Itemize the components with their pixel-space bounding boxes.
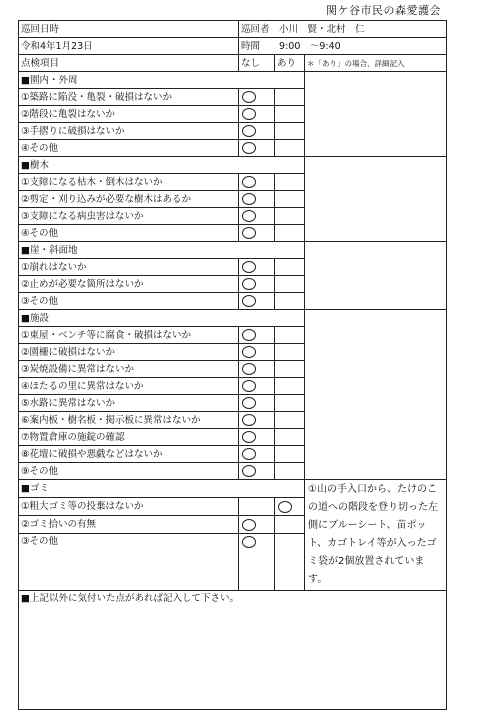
checkbox-none-circle[interactable] <box>242 414 256 426</box>
checklist-item-label: ③支障になる病虫害はないか <box>19 208 239 225</box>
section-header-row <box>19 480 447 498</box>
yes-cell[interactable] <box>275 327 305 344</box>
yes-cell[interactable] <box>275 259 305 276</box>
checkbox-none-circle[interactable] <box>242 465 256 477</box>
none-cell[interactable] <box>239 344 275 361</box>
checkbox-none-circle[interactable] <box>242 363 256 375</box>
none-cell[interactable] <box>239 412 275 429</box>
none-cell[interactable] <box>239 463 275 480</box>
checklist-item-label: ①築路に陥没・亀裂・破損はないか <box>19 89 239 106</box>
checklist-item-label: ②ゴミ拾いの有無 <box>19 516 239 534</box>
section-header-row <box>19 242 447 259</box>
checkbox-none-circle[interactable] <box>242 536 256 548</box>
yes-cell[interactable] <box>275 534 305 591</box>
none-cell[interactable] <box>239 208 275 225</box>
info-row-1 <box>19 21 447 38</box>
section-note-cell[interactable] <box>305 157 447 242</box>
checkbox-none-circle[interactable] <box>242 448 256 460</box>
checkbox-none-circle[interactable] <box>242 210 256 222</box>
checklist-item-label: ③手摺りに破損はないか <box>19 123 239 140</box>
checklist-item-label: ⑤水路に異常はないか <box>19 395 239 412</box>
date-value: 令和4年1月23日 <box>19 38 239 55</box>
col-yes: あり <box>275 55 305 72</box>
other-notes-row <box>19 591 447 710</box>
col-note: ＊「あり」の場合、詳細記入 <box>305 55 447 72</box>
none-cell[interactable] <box>239 225 275 242</box>
section-title: ■樹木 <box>19 157 305 174</box>
column-header-row <box>19 55 447 72</box>
checkbox-none-circle[interactable] <box>242 176 256 188</box>
yes-cell[interactable] <box>275 225 305 242</box>
date-label: 巡回日時 <box>19 21 239 38</box>
none-cell[interactable] <box>239 123 275 140</box>
none-cell[interactable] <box>239 89 275 106</box>
section-title: ■施設 <box>19 310 305 327</box>
other-notes-cell[interactable] <box>19 591 447 710</box>
none-cell[interactable] <box>239 106 275 123</box>
section-note-cell[interactable] <box>305 242 447 310</box>
checklist-item-label: ③その他 <box>19 534 239 591</box>
yes-cell[interactable] <box>275 89 305 106</box>
checklist-item-label: ②階段に亀裂はないか <box>19 106 239 123</box>
checkbox-none-circle[interactable] <box>242 193 256 205</box>
none-cell[interactable] <box>239 327 275 344</box>
section-title: ■ゴミ <box>19 480 305 498</box>
checkbox-none-circle[interactable] <box>242 519 256 531</box>
yes-cell[interactable] <box>275 498 305 516</box>
checklist-item-label: ⑦物置倉庫の施錠の確認 <box>19 429 239 446</box>
yes-cell[interactable] <box>275 123 305 140</box>
section-title: ■園内・外周 <box>19 72 305 89</box>
checklist-item-label: ⑧花壇に破損や悪戯などはないか <box>19 446 239 463</box>
yes-cell[interactable] <box>275 429 305 446</box>
info-row-2 <box>19 38 447 55</box>
checklist-item-label: ⑨その他 <box>19 463 239 480</box>
checkbox-none-circle[interactable] <box>242 91 256 103</box>
checkbox-none-circle[interactable] <box>242 295 256 307</box>
section-header-row <box>19 310 447 327</box>
none-cell[interactable] <box>239 429 275 446</box>
none-cell[interactable] <box>239 174 275 191</box>
checkbox-none-circle[interactable] <box>242 227 256 239</box>
none-cell[interactable] <box>239 191 275 208</box>
checklist-item-label: ③炭焼設備に異常はないか <box>19 361 239 378</box>
yes-cell[interactable] <box>275 140 305 157</box>
section-note-cell[interactable] <box>305 72 447 157</box>
time-value: 9:00 ～9:40 <box>279 40 341 52</box>
checklist-item-label: ④その他 <box>19 140 239 157</box>
yes-cell[interactable] <box>275 276 305 293</box>
checklist-item-label: ④ほたるの里に異常はないか <box>19 378 239 395</box>
checklist-item-label: ②剪定・刈り込みが必要な樹木はあるか <box>19 191 239 208</box>
none-cell[interactable] <box>239 361 275 378</box>
none-cell[interactable] <box>239 378 275 395</box>
inspector-cell <box>239 21 447 38</box>
none-cell[interactable] <box>239 395 275 412</box>
yes-cell[interactable] <box>275 208 305 225</box>
none-cell[interactable] <box>239 446 275 463</box>
none-cell[interactable] <box>239 140 275 157</box>
none-cell[interactable] <box>239 276 275 293</box>
section-title: ■崖・斜面地 <box>19 242 305 259</box>
checklist-item-label: ①支障になる枯木・倒木はないか <box>19 174 239 191</box>
checklist-item-label: ①東屋・ベンチ等に腐食・破損はないか <box>19 327 239 344</box>
none-cell[interactable] <box>239 259 275 276</box>
checkbox-none-circle[interactable] <box>242 125 256 137</box>
col-none: なし <box>239 55 275 72</box>
yes-cell[interactable] <box>275 344 305 361</box>
inspector-label: 巡回者 <box>241 23 270 35</box>
section-header-row <box>19 157 447 174</box>
checkbox-none-circle[interactable] <box>242 346 256 358</box>
checkbox-none-circle[interactable] <box>242 142 256 154</box>
none-cell[interactable] <box>239 498 275 516</box>
checklist-item-label: ①粗大ゴミ等の投棄はないか <box>19 498 239 516</box>
yes-cell[interactable] <box>275 446 305 463</box>
checklist-item-label: ④その他 <box>19 225 239 242</box>
checkbox-none-circle[interactable] <box>242 431 256 443</box>
time-cell <box>239 38 447 55</box>
checkbox-none-circle[interactable] <box>242 329 256 341</box>
yes-cell[interactable] <box>275 191 305 208</box>
time-label: 時間 <box>241 40 261 52</box>
inspector-names: 小川 賢・北村 仁 <box>279 23 365 35</box>
yes-cell[interactable] <box>275 361 305 378</box>
checklist-item-label: ②止めが必要な箇所はないか <box>19 276 239 293</box>
section-note-cell[interactable] <box>305 310 447 480</box>
checklist-item-label: ⑥案内板・樹名板・掲示板に異常はないか <box>19 412 239 429</box>
checkbox-none-circle[interactable] <box>242 380 256 392</box>
checkbox-none-circle[interactable] <box>242 397 256 409</box>
yes-cell[interactable] <box>275 412 305 429</box>
checkbox-none-circle[interactable] <box>242 278 256 290</box>
yes-cell[interactable] <box>275 293 305 310</box>
none-cell[interactable] <box>239 516 275 534</box>
checklist-item-label: ②園柵に破損はないか <box>19 344 239 361</box>
checklist-item-label: ①崩れはないか <box>19 259 239 276</box>
organization-name: 関ケ谷市民の森愛護会 <box>326 4 441 17</box>
checklist-item-label: ③その他 <box>19 293 239 310</box>
section-header-row <box>19 72 447 89</box>
checkbox-none-circle[interactable] <box>242 261 256 273</box>
checkbox-none-circle[interactable] <box>242 108 256 120</box>
col-item: 点検項目 <box>19 55 239 72</box>
yes-cell[interactable] <box>275 395 305 412</box>
section-note-cell[interactable]: ①山の手入口から、たけのこの道への階段を登り切った左側にブルーシート、苗ポット、カゴトレイ等が入ったゴミ袋が2個放置されています。 <box>305 480 447 591</box>
none-cell[interactable] <box>239 293 275 310</box>
yes-cell[interactable] <box>275 463 305 480</box>
inspection-form <box>18 20 447 710</box>
yes-cell[interactable] <box>275 174 305 191</box>
other-notes-label: ■上記以外に気付いた点があれば記入して下さい。 <box>21 593 239 604</box>
yes-cell[interactable] <box>275 378 305 395</box>
checkbox-yes-circle[interactable] <box>278 501 292 513</box>
yes-cell[interactable] <box>275 516 305 534</box>
none-cell[interactable] <box>239 534 275 591</box>
yes-cell[interactable] <box>275 106 305 123</box>
